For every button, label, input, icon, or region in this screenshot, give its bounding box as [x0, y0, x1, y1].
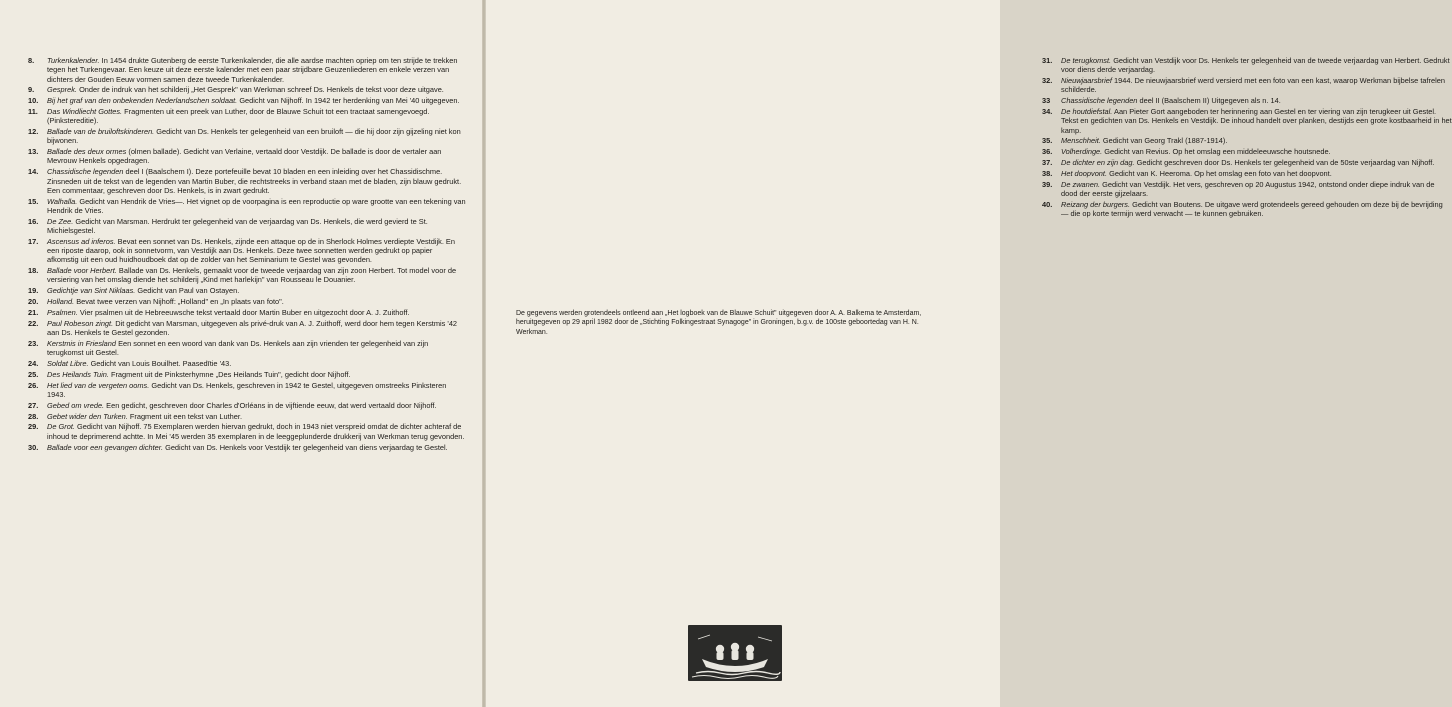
- catalog-entry: [28, 237, 466, 265]
- catalog-entry: [28, 381, 466, 400]
- entry-description: deel II (Baalschem II) Uitgegeven als n. 14.: [1139, 96, 1281, 106]
- catalog-entry: [1042, 200, 1452, 219]
- catalog-entry: [1042, 56, 1452, 75]
- entry-description: Fragment uit een tekst van Luther.: [129, 411, 243, 421]
- catalog-entry: [1042, 107, 1452, 135]
- entry-title: De houtdiefstal.: [1061, 107, 1113, 117]
- entry-description: Gedicht geschreven door Ds. Henkels ter gelegenheid van de 50ste verjaardag van Nijhoff.: [1136, 158, 1435, 168]
- entry-title: De Zee.: [47, 216, 74, 226]
- catalog-entry: [28, 297, 466, 306]
- entry-description: Gedicht van K. Heeroma. Op het omslag een foto van het doopvont.: [1109, 168, 1332, 178]
- entry-title: Psalmen.: [47, 307, 78, 317]
- entry-title: Des Heilands Tuin.: [47, 369, 109, 379]
- catalog-entry: [28, 359, 466, 368]
- entry-description: Aan Pieter Gort aangeboden ter herinnering aan Gestel en ter viering van zijn terugkeer uit Gestel. Tekst en gedichten van Ds. Henkels en Vestdijk. De inhoud handelt over planken, destijds een grote kostbaarheid in het kamp.: [1061, 107, 1452, 135]
- entry-number: 11.: [28, 107, 38, 117]
- entry-number: 9.: [28, 85, 35, 95]
- entry-number: 38.: [1042, 168, 1053, 178]
- catalog-entry: [1042, 158, 1452, 167]
- entry-description: Gedicht van Georg Trakl (1887-1914).: [1102, 136, 1228, 146]
- entry-number: 19.: [28, 286, 39, 296]
- entry-title: Nieuwjaarsbrief: [1061, 76, 1112, 86]
- catalog-entry: [28, 319, 466, 338]
- entry-number: 37.: [1042, 158, 1053, 168]
- entry-title: Ballade voor Herbert.: [47, 266, 117, 276]
- entry-title: Volherdinge.: [1061, 147, 1103, 157]
- catalog-entry: [28, 96, 466, 105]
- entry-description: Fragment uit de Pinksterhymne „Des Heilands Tuin", gedicht door Nijhoff.: [110, 369, 351, 379]
- catalog-entry: [28, 147, 466, 166]
- entry-description: (olmen ballade). Gedicht van Verlaine, vertaald door Vestdijk. De ballade is door de vertaler aan Mevrouw Henkels opgedragen.: [47, 147, 442, 166]
- catalog-entry: [28, 197, 466, 216]
- catalog-entry: [1042, 147, 1452, 156]
- entry-number: 15.: [28, 196, 39, 206]
- entry-title: Ballade van de bruiloftskinderen.: [47, 127, 155, 137]
- entry-title: Menschheit.: [1061, 136, 1101, 146]
- entry-number: 26.: [28, 380, 39, 390]
- entry-description: Gedicht van Ds. Henkels voor Vestdijk ter gelegenheid van diens verjaardag te Gestel.: [165, 442, 448, 452]
- entry-title: Soldat Libre.: [47, 359, 89, 368]
- entry-number: 18.: [28, 266, 39, 276]
- catalog-entry: [28, 370, 466, 379]
- entry-description: Bevat twee verzen van Nijhoff: „Holland" en „In plaats van foto".: [76, 297, 284, 307]
- entry-description: Gedicht van Ds. Henkels ter gelegenheid van een bruiloft — die hij door zijn gijzeling niet kon bijwonen.: [47, 127, 461, 146]
- entry-number: 34.: [1042, 107, 1053, 117]
- entry-number: 23.: [28, 338, 39, 348]
- entry-title: Gesprek.: [47, 85, 77, 95]
- entry-number: 30.: [28, 442, 39, 452]
- catalog-entry: [28, 339, 466, 358]
- entry-number: 27.: [28, 400, 39, 410]
- entry-title: Gebed om vrede.: [47, 400, 105, 410]
- entry-number: 20.: [28, 297, 39, 307]
- entry-title: Gedichtje van Sint Niklaas.: [47, 286, 136, 296]
- entry-description: Een sonnet en een woord van dank van Ds. Henkels aan zijn vrienden ter gelegenheid van zijn terugkomst uit Gestel.: [47, 338, 429, 358]
- entry-number: 35.: [1042, 136, 1053, 146]
- entry-number: 31.: [1042, 56, 1053, 65]
- catalog-entry: [28, 422, 466, 441]
- entry-description: Gedicht van Vestdijk voor Ds. Henkels ter gelegenheid van de tweede verjaardag van Herbert. Gedrukt voor diens derde verjaardag.: [1061, 56, 1450, 75]
- entry-description: Bevat een sonnet van Ds. Henkels, zijnde een attaque op de in Sherlock Holmes verdiepte Vestdijk. En een riposte daarop, ook in sonnetvorm, van Vestdijk aan Ds. Henkels. Deze twee sonnetten werden gedrukt op papier afkomstig uit een oud huidhoudboek dat op de zolder van het Seminarium te Gestel was gevonden.: [47, 236, 455, 265]
- entry-title: Bij het graf van den onbekenden Nederlandschen soldaat.: [47, 96, 238, 106]
- entry-description: Gedicht van Paul van Ostayen.: [137, 286, 240, 296]
- entry-title: Turkenkalender.: [47, 56, 100, 65]
- entry-number: 39.: [1042, 179, 1053, 189]
- entry-number: 14.: [28, 167, 39, 177]
- catalog-entry: [28, 443, 466, 452]
- entry-title: Gebet wider den Turken.: [47, 411, 128, 421]
- entry-description: Gedicht van Hendrik de Vries—. Het vignet op de voorpagina is een reproductie op ware grootte van een tekening van Hendrik de Vries.: [47, 196, 466, 215]
- entry-description: Gedicht van Nijhoff. 75 Exemplaren werden hiervan gedrukt, doch in 1943 niet verspreid omdat de dichter achteraf de inhoud te deprimerend achtte. In Mei '45 werden 35 exemplaren in de leeggeplunderde drukkerij van Werkman terug gevonden.: [47, 422, 465, 441]
- entry-number: 28.: [28, 411, 39, 421]
- entry-number: 40.: [1042, 199, 1053, 209]
- catalog-entry: [28, 167, 466, 195]
- entry-number: 22.: [28, 318, 39, 328]
- entry-description: Gedicht van Louis Bouilhet. Paasedītie '43.: [90, 359, 232, 368]
- entry-description: Dit gedicht van Marsman, uitgegeven als privé-druk van A. J. Zuithoff, werd door hem tegen Kerstmis '42 aan Ds. Henkels te Gestel gezonden.: [47, 318, 458, 338]
- catalog-entry: [28, 85, 466, 94]
- entry-description: In 1454 drukte Gutenberg de eerste Turkenkalender, die alle aardse machten opriep om ten strijde te trekken tegen het Turkengevaar. Een keuze uit deze eerste kalender met een paar strijdbare Geuzenliederen en enkele verzen van dichters der Gouden Eeuw vormen samen deze tweede Turkenkalender.: [47, 56, 458, 84]
- entry-description: Onder de indruk van het schilderij „Het Gesprek" van Werkman schreef Ds. Henkels de tekst voor deze uitgave.: [79, 85, 444, 95]
- entry-description: Een gedicht, geschreven door Charles d'Orléans in de vijftiende eeuw, dat werd vertaald door Nijhoff.: [106, 400, 437, 410]
- catalog-entry: [28, 107, 466, 126]
- entry-number: 29.: [28, 422, 39, 432]
- entry-title: Chassidische legenden: [1061, 96, 1138, 106]
- catalog-entry: [1042, 136, 1452, 145]
- catalog-entry: [28, 217, 466, 236]
- right-entry-list: [1042, 56, 1452, 220]
- catalog-entry: [28, 127, 466, 146]
- catalog-entry: [28, 401, 466, 410]
- entry-title: Ballade voor een gevangen dichter.: [47, 442, 164, 452]
- left-entry-list: [28, 56, 466, 453]
- entry-title: Het doopvont.: [1061, 168, 1108, 178]
- entry-number: 25.: [28, 369, 39, 379]
- entry-title: Ascensus ad inferos.: [47, 236, 116, 246]
- entry-description: Gedicht van Nijhoff. In 1942 ter herdenking van Mei '40 uitgegeven.: [239, 96, 460, 106]
- entry-number: 12.: [28, 127, 39, 137]
- entry-description: Gedicht van Revius. Op het omslag een middeleeuwsche houtsnede.: [1104, 147, 1331, 157]
- entry-number: 21.: [28, 307, 39, 317]
- entry-title: Reizang der burgers.: [1061, 199, 1131, 209]
- catalog-entry: [28, 266, 466, 285]
- entry-title: Paul Robeson zingt.: [47, 318, 114, 328]
- catalog-entry: [1042, 169, 1452, 178]
- catalog-entry: [1042, 96, 1452, 105]
- left-page: [0, 0, 482, 707]
- source-footnote: De gegevens werden grotendeels ontleend aan „Het logboek van de Blauwe Schuit" uitgegeven door A. A. Balkema te Amsterdam, heruitgegeven op 29 april 1982 door de „Stichting Folkingestraat Synagoge" in Groningen, b.g.v. de 100ste geboortedag van H. N. Werkman.: [516, 310, 922, 336]
- entry-title: De zwanen.: [1061, 179, 1101, 189]
- entry-number: 16.: [28, 216, 39, 226]
- entry-title: Het lied van de vergeten ooms.: [47, 380, 150, 390]
- entry-description: 1944. De nieuwjaarsbrief werd versierd met een foto van een kast, waarop Werkman bijbelse tafrelen schilderde.: [1061, 76, 1445, 95]
- entry-description: Ballade van Ds. Henkels, gemaakt voor de tweede verjaardag van zijn zoon Herbert. Tot model voor de versiering van het omslag diende het schilderij „Kind met harlekijn" van Rousseau le Douanier.: [47, 266, 457, 285]
- entry-number: 10.: [28, 96, 39, 106]
- entry-title: Das Windliecht Gottes.: [47, 107, 123, 117]
- entry-title: Chassidische legenden: [47, 167, 124, 177]
- entry-description: deel I (Baalschem I). Deze portefeuille bevat 10 bladen en een inleiding over het Chassidischme. Zinsneden uit de tekst van de legenden van Martin Buber, die rechtstreeks in verband staan met de bladen, zijn blauw gedrukt. Een commentaar, geschreven door Ds. Henkels, is in zwart gedrukt.: [47, 167, 462, 195]
- entry-number: 17.: [28, 236, 39, 246]
- catalog-entry: [28, 308, 466, 317]
- entry-number: 8.: [28, 56, 35, 65]
- catalog-entry: [28, 56, 466, 84]
- entry-title: De terugkomst.: [1061, 56, 1112, 65]
- entry-title: Walhalla.: [47, 196, 78, 206]
- catalog-entry: [1042, 180, 1452, 199]
- entry-description: Vier psalmen uit de Hebreeuwsche tekst vertaald door Martin Buber en uitgezocht door A. J. Zuithoff.: [79, 307, 410, 317]
- entry-title: Kerstmis in Friesland: [47, 338, 116, 348]
- entry-description: Gedicht van Boutens. De uitgave werd grotendeels gereed gehouden om deze bij de bevrijding — die op korte termijn werd verwacht — te kunnen gebruiken.: [1061, 199, 1443, 219]
- entry-title: Holland.: [47, 297, 75, 307]
- entry-number: 32.: [1042, 76, 1053, 86]
- entry-title: De dichter en zijn dag.: [1061, 158, 1135, 168]
- entry-title: De Grot.: [47, 422, 75, 432]
- entry-description: Gedicht van Marsman. Herdrukt ter gelegenheid van de verjaardag van Ds. Henkels, die werd gevierd te St. Michielsgestel.: [47, 216, 428, 235]
- entry-number: 33: [1042, 96, 1051, 106]
- entry-description: Gedicht van Ds. Henkels, geschreven in 1942 te Gestel, uitgegeven omstreeks Pinksteren 1943.: [47, 380, 447, 399]
- catalog-entry: [28, 286, 466, 295]
- right-page: [486, 0, 1452, 707]
- catalog-entry: [28, 412, 466, 421]
- boat-logo-icon: [688, 625, 782, 681]
- entry-title: Ballade des deux ormes: [47, 147, 127, 157]
- entry-number: 24.: [28, 359, 39, 368]
- entry-number: 36.: [1042, 147, 1053, 157]
- entry-description: Gedicht van Vestdijk. Het vers, geschreven op 20 Augustus 1942, ontstond onder diepe indruk van de dood der eerste gijzelaars.: [1061, 179, 1435, 198]
- entry-description: Fragmenten uit een preek van Luther, door de Blauwe Schuit tot een tractaat samengevoegd. (Pinkstereditie).: [47, 107, 430, 126]
- catalog-entry: [1042, 76, 1452, 95]
- entry-number: 13.: [28, 147, 39, 157]
